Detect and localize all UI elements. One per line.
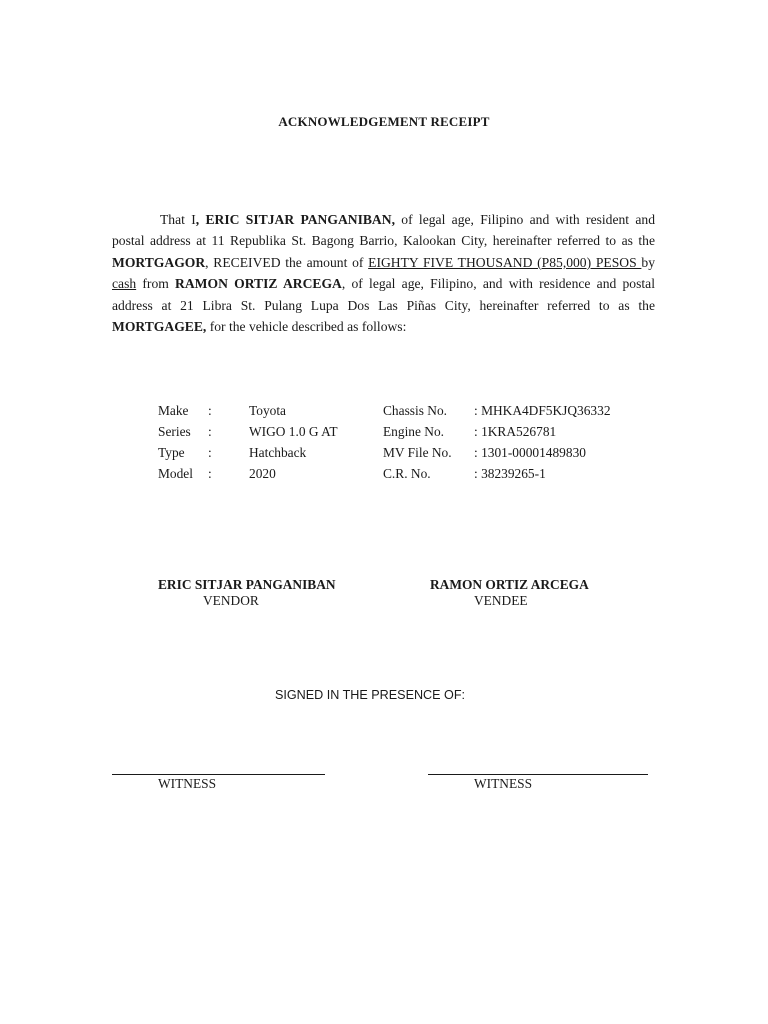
witness-signature-line-right (428, 774, 648, 775)
vehicle-value2: : 1301-00001489830 (474, 444, 586, 460)
vehicle-label: Series (158, 423, 191, 439)
vehicle-label2: C.R. No. (383, 465, 431, 481)
paragraph-text: from (136, 276, 176, 292)
vendor-role: VENDOR (203, 593, 259, 608)
vehicle-label2: MV File No. (383, 444, 452, 460)
vehicle-row-make (158, 400, 644, 421)
payment-method: cash (112, 276, 137, 292)
vehicle-value: WIGO 1.0 G AT (249, 423, 338, 439)
amount-text: EIGHTY FIVE THOUSAND (P85,000) PESOS (368, 254, 642, 270)
paragraph-text: , RECEIVED the amount of (205, 254, 369, 270)
vehicle-value: 2020 (249, 465, 276, 481)
vehicle-colon: : (208, 444, 212, 460)
vehicle-label2: Chassis No. (383, 402, 447, 418)
vehicle-value2: : 38239265-1 (474, 465, 546, 481)
vehicle-colon: : (208, 423, 212, 439)
signed-in-presence-heading: SIGNED IN THE PRESENCE OF: (274, 688, 466, 702)
vehicle-label: Make (158, 402, 189, 418)
paragraph-text: , of legal age, Filipino, and with residence and postal address at 21 Libra St. Pulang Lupa Dos Las Piñas City, hereinafter referred to as the (112, 276, 655, 313)
paragraph-text: of legal age, Filipino and with resident and postal address at 11 Republika St. Bagong Barrio, Kalookan City, hereinafter referred to as the (112, 212, 656, 249)
vehicle-colon: : (208, 402, 212, 418)
mortgagee-label: MORTGAGEE, (112, 319, 207, 335)
vendee-name: RAMON ORTIZ ARCEGA (430, 577, 589, 592)
paragraph-text: for the vehicle described as follows: (206, 319, 407, 335)
receipt-paragraph (112, 209, 655, 337)
vehicle-row-type (158, 442, 644, 463)
mortgagor-name: , ERIC SITJAR PANGANIBAN, (195, 212, 395, 227)
vendee-signatory (430, 577, 589, 609)
document-title: ACKNOWLEDGEMENT RECEIPT (278, 114, 490, 129)
vendor-name: ERIC SITJAR PANGANIBAN (158, 577, 336, 592)
mortgagee-name: RAMON ORTIZ ARCEGA (175, 276, 342, 292)
vendee-role: VENDEE (474, 593, 528, 608)
paragraph-text: That I (160, 212, 196, 227)
vehicle-value2: : 1KRA526781 (474, 423, 557, 439)
vehicle-row-model (158, 463, 644, 484)
vendor-signatory (158, 577, 336, 609)
paragraph-text: by (641, 254, 655, 270)
vehicle-label: Type (158, 444, 185, 460)
witness-signature-line-left (112, 774, 325, 775)
vehicle-row-series (158, 421, 644, 442)
vehicle-details-table (158, 400, 644, 484)
witness-label-right: WITNESS (474, 776, 533, 791)
vehicle-colon: : (208, 465, 212, 481)
vehicle-value2: : MHKA4DF5KJQ36332 (474, 402, 611, 418)
vehicle-value: Toyota (249, 402, 286, 418)
vehicle-value: Hatchback (249, 444, 307, 460)
vehicle-label: Model (158, 465, 193, 481)
mortgagor-label: MORTGAGOR (112, 254, 206, 270)
witness-label-left: WITNESS (158, 776, 217, 791)
vehicle-label2: Engine No. (383, 423, 444, 439)
